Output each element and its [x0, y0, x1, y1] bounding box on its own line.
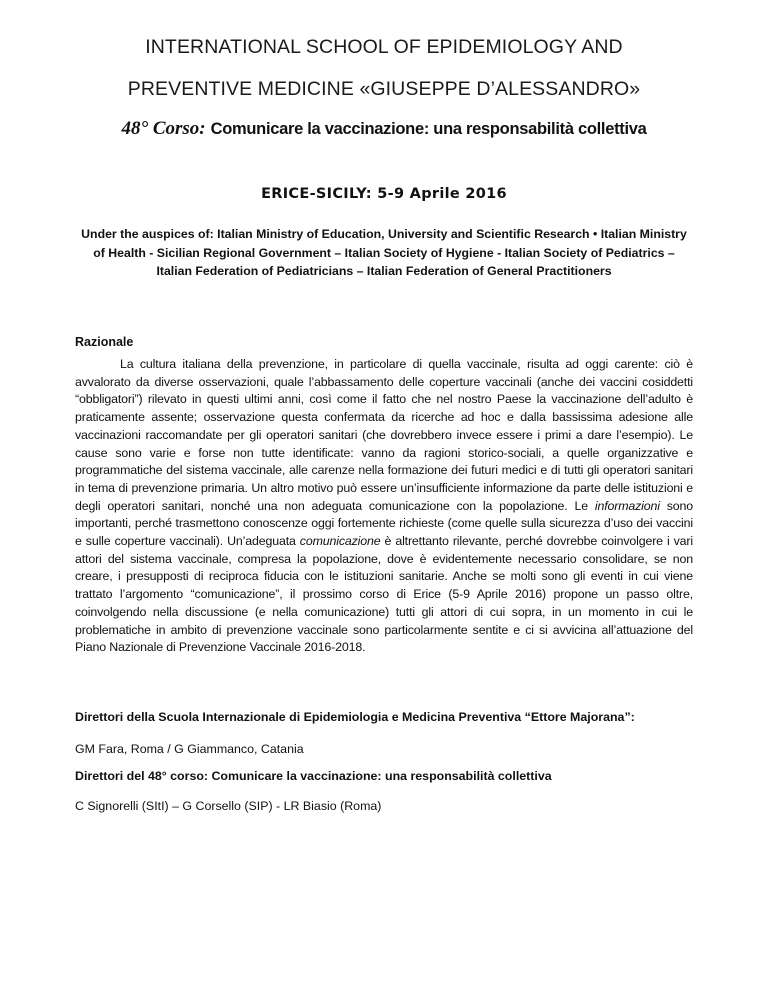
location-dates: ERICE-SICILY: 5-9 Aprile 2016: [261, 186, 507, 202]
school-directors-names: GM Fara, Roma / G Giammanco, Catania: [75, 742, 304, 756]
course-title: [60, 118, 708, 140]
rationale-emphasis-comunicazione: comunicazione: [299, 534, 381, 549]
rationale-emphasis-informazioni: informazioni: [594, 498, 660, 513]
auspices-text: Under the auspices of: Italian Ministry of Education, University and Scientific Research • Italian Ministry of Health - Sicilian Regional Government – Italian Society of Hygiene - Italian Society of Pediatrics – Italian Federation of Pediatricians – Italian Federation of General Practitioners: [81, 227, 687, 278]
rationale-text-part-3: è altrettanto rilevante, perché dovrebbe coinvolgere i vari attori del sistema vaccinale, compresa la popolazione, dove è evidentemente necessario consolidare, se non creare, i presupposti di reciproca fiducia con le istituzioni sanitarie. Anche se molti sono gli eventi in cui viene trattato l’argomento “comunicazione”, il prossimo corso di Erice (5-9 Aprile 2016) propone un passo oltre, coinvolgendo nella discussione (e nella comunicazione) tutti gli attori di cui sopra, in un momento in cui le problematiche in ambito di prevenzione vaccinale sono particolarmente sentite e ci si avvicina all’attuazione del Piano Nazionale di Prevenzione Vaccinale 2016-2018.: [75, 534, 693, 655]
rationale-text-part-1: La cultura italiana della prevenzione, in particolare di quella vaccinale, risulta ad oggi carente: ciò è avvalorato da diverse osservazioni, quale l’abbassamento delle coperture vaccinali (anche dei vaccini cosiddetti “obbligatori”) rilevato in questi ultimi anni, così come il fatto che nel nostro Paese la vaccinazione dell’adulto è praticamente assente; osservazione questa confermata da ricerche ad hoc e dalla bassissima adesione alle vaccinazioni raccomandate per gli operatori sanitari (che dovrebbero invece essere i primi a dare l’esempio). Le cause sono varie e forse non tutte identificate: vanno da ragioni storico-sociali, a quelle organizzative e programmatiche del sistema vaccinale, alle carenze nella formazione dei futuri medici e di tutti gli operatori sanitari in tema di prevenzione primaria. Un altro motivo può essere un’insufficiente informazione da parte delle istituzioni e degli operatori sanitari, nonché una non adeguata comunicazione con la popolazione. Le: [75, 357, 693, 513]
school-directors-label: Direttori della Scuola Internazionale di Epidemiologia e Medicina Preventiva “Ettore Majorana”:: [75, 710, 635, 724]
school-title-line-1: INTERNATIONAL SCHOOL OF EPIDEMIOLOGY AND: [145, 36, 623, 58]
rationale-paragraph: [75, 356, 693, 657]
course-name: Comunicare la vaccinazione: una responsabilità collettiva: [210, 120, 647, 138]
rationale-heading: Razionale: [75, 335, 134, 349]
school-title-line-2: PREVENTIVE MEDICINE «GIUSEPPE D’ALESSANDRO»: [127, 78, 641, 100]
course-number: 48° Corso:: [121, 118, 206, 139]
course-directors-names: C Signorelli (SItI) – G Corsello (SIP) - LR Biasio (Roma): [75, 799, 382, 813]
course-directors-label: Direttori del 48° corso: Comunicare la vaccinazione: una responsabilità collettiva: [75, 769, 552, 783]
rationale-text-part-2: sono importanti, perché trasmettono conoscenze oggi fortemente richieste (come quelle sulla sicurezza d’uso dei vaccini e sulle coperture vaccinali). Un’adeguata: [75, 498, 693, 549]
